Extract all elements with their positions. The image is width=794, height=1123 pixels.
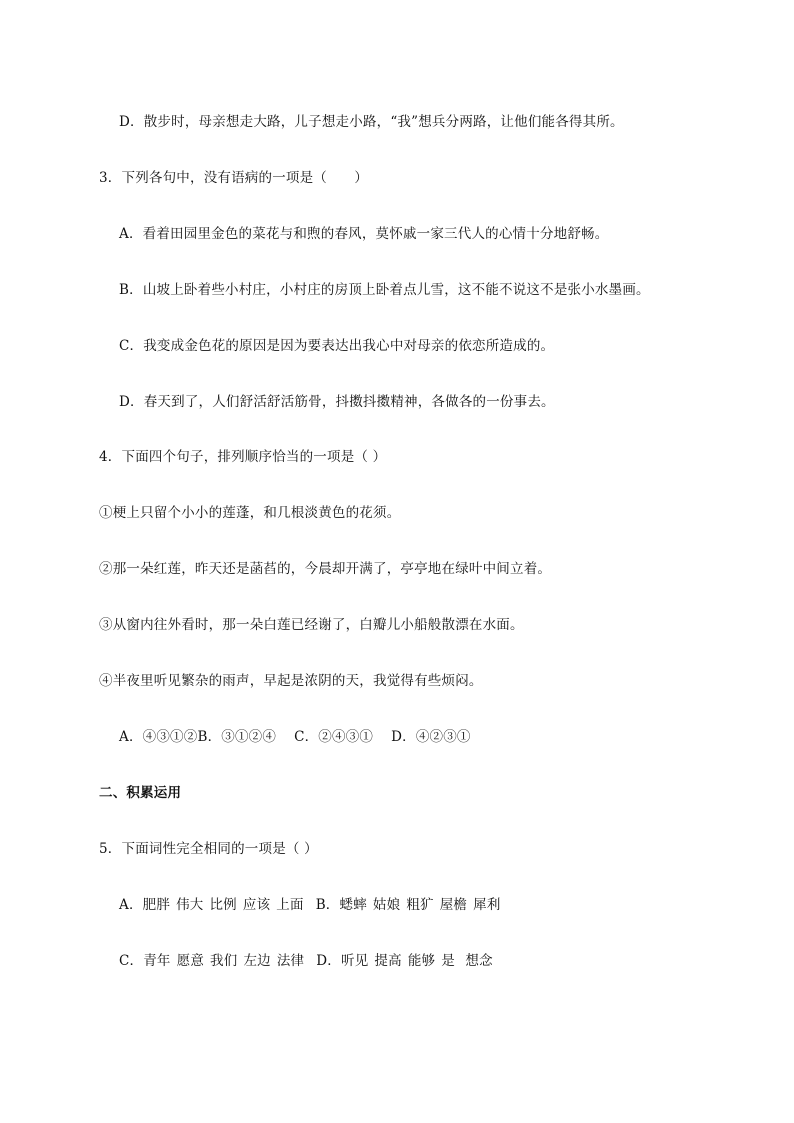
q5-option-d-word: 想念	[460, 953, 493, 969]
q4-sentence-3: ③从窗内往外看时，那一朵白莲已经谢了，白瓣儿小船般散漂在水面。	[99, 617, 524, 633]
q5-option-a-word: 伟大	[176, 897, 204, 913]
q4-option-a: A．④③①②	[119, 729, 198, 745]
q5-option-d-word: 是	[441, 953, 455, 969]
q4-options	[119, 728, 471, 746]
q5-option-c-word: 我们	[210, 953, 238, 969]
q5-option-d-word: 提高	[374, 953, 402, 969]
q5-options-cd	[119, 952, 499, 970]
q3-stem: 3．下列各句中，没有语病的一项是（ ）	[99, 170, 369, 186]
q3-option-a: A．看着田园里金色的菜花与和煦的春风，莫怀戚一家三代人的心情十分地舒畅。	[119, 226, 609, 242]
q3-option-d: D．春天到了，人们舒活舒活筋骨，抖擞抖擞精神，各做各的一份事去。	[119, 394, 555, 410]
q5-option-b-word: 姑娘	[372, 897, 401, 913]
q4-sentence-4: ④半夜里听见繁杂的雨声，早起是浓阴的天，我觉得有些烦闷。	[99, 673, 483, 689]
q5-option-a-label: A．	[119, 897, 143, 913]
q5-option-b-word: 蟋蟀	[339, 897, 367, 913]
q5-option-b-word: 粗犷	[406, 897, 434, 913]
q4-sentence-2: ②那一朵红莲，昨天还是菡萏的，今晨却开满了，亭亭地在绿叶中间立着。	[99, 561, 552, 577]
q4-stem: 4．下面四个句子，排列顺序恰当的一项是（ ）	[99, 449, 387, 465]
q5-option-c-word: 法律	[276, 953, 305, 969]
q5-option-b-word: 犀利	[473, 897, 501, 913]
q4-option-c: C．②④③①	[294, 729, 374, 745]
q5-option-d-word: 听见	[341, 953, 369, 969]
q3-option-b: B．山坡上卧着些小村庄，小村庄的房顶上卧着点儿雪，这不能不说这不是张小水墨画。	[119, 282, 650, 298]
q5-options-ab	[119, 896, 507, 914]
q5-option-c-word: 青年	[143, 953, 171, 969]
q5-option-b-word: 屋檐	[439, 897, 468, 913]
q4-option-d: D．④②③①	[391, 729, 471, 745]
q5-option-b-label: B．	[315, 897, 340, 913]
q4-sentence-1: ①梗上只留个小小的莲蓬，和几根淡黄色的花须。	[99, 505, 401, 521]
q4-option-b: B．③①②④	[197, 729, 277, 745]
q2-option-d: D．散步时，母亲想走大路，儿子想走小路，“我”想兵分两路，让他们能各得其所。	[119, 114, 624, 130]
section-heading: 二、积累运用	[99, 785, 182, 801]
q5-option-a-word: 上面	[276, 897, 304, 913]
q5-stem: 5．下面词性完全相同的一项是（ ）	[99, 841, 318, 857]
q5-option-d-word: 能够	[407, 953, 436, 969]
q5-option-c-word: 愿意	[176, 953, 205, 969]
q5-option-c-label: C．	[119, 953, 144, 969]
q5-option-a-word: 比例	[209, 897, 237, 913]
q3-option-c: C．我变成金色花的原因是因为要表达出我心中对母亲的依恋所造成的。	[119, 338, 555, 354]
q5-option-c-word: 左边	[243, 953, 271, 969]
q5-option-a-word: 应该	[242, 897, 271, 913]
q5-option-d-label: D．	[316, 953, 341, 969]
q5-option-a-word: 肥胖	[142, 897, 171, 913]
